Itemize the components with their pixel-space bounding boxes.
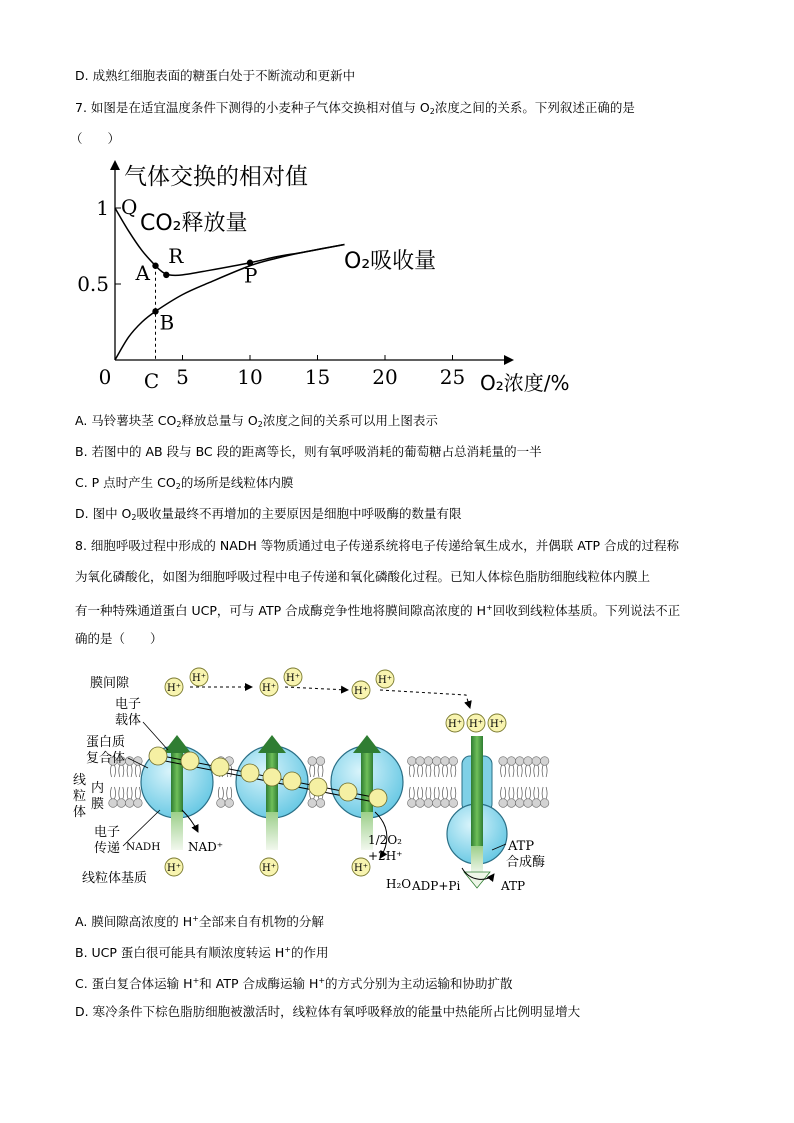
electron-carrier xyxy=(339,783,357,801)
q7-option-c xyxy=(75,475,293,495)
q7-stem-sub: 2 xyxy=(429,107,435,116)
q7-stem-text-b: 浓度之间的关系。下列叙述正确的是 xyxy=(434,100,635,115)
label-e-transfer-2: 传递 xyxy=(94,841,121,856)
q8-option-b xyxy=(75,942,329,961)
hydrogen-ion-label: H⁺ xyxy=(354,686,368,697)
data-point xyxy=(152,263,158,269)
annotation-c: C xyxy=(143,369,160,393)
chart-title: 气体交换的相对值 xyxy=(124,164,308,190)
q8-option-d: D. 寒冷条件下棕色脂肪细胞被激活时，线粒体有氧呼吸释放的能量中热能所占比例明显增大 xyxy=(75,1004,581,1019)
label-mito-1: 线 xyxy=(73,773,87,788)
series-label-o2: O₂吸收量 xyxy=(344,249,437,274)
q7-stem-text-a: 7. 如图是在适宜温度条件下测得的小麦种子气体交换相对值与 O xyxy=(75,100,430,115)
q8-stem-line-1: 8. 细胞呼吸过程中形成的 NADH 等物质通过电子传递系统将电子传递给氧生成水，并偶联 ATP 合成的过程称 xyxy=(75,538,679,553)
label-e-transfer-1: 电子 xyxy=(94,825,121,840)
electron-carrier xyxy=(181,752,199,770)
electron-carrier xyxy=(241,764,259,782)
q7-option-d xyxy=(75,506,462,526)
label-nadh: NADH xyxy=(126,841,161,853)
q7-option-b: B. 若图中的 AB 段与 BC 段的距离等长，则有氧呼吸消耗的葡萄糖占总消耗量的一半 xyxy=(75,444,542,459)
electron-carrier xyxy=(283,772,301,790)
hydrogen-ion-label: H⁺ xyxy=(448,719,462,730)
q8-l3-b: 回收到线粒体基质。下列说法不正 xyxy=(492,603,681,618)
q8-option-c xyxy=(75,973,513,992)
q7-chart xyxy=(0,150,794,410)
y-tick-label: 1 xyxy=(96,196,109,220)
q7-opt-c-sub: 2 xyxy=(175,482,181,491)
annotation-p: P xyxy=(244,263,258,288)
q8-opt-c-b: 和 ATP 合成酶运输 H xyxy=(199,976,319,991)
q7-answer-paren: （ ） xyxy=(70,131,121,146)
label-mito-3: 体 xyxy=(73,805,87,820)
q8-opt-c-sup2: + xyxy=(318,976,326,985)
q8-opt-c-sup: + xyxy=(192,976,200,985)
q7-opt-d-b: 吸收量最终不再增加的主要原因是细胞中呼吸酶的数量有限 xyxy=(136,506,462,521)
q7-opt-a-a: A. 马铃薯块茎 CO xyxy=(75,413,177,428)
annotation-r: R xyxy=(168,243,184,268)
label-membrane-2: 膜 xyxy=(91,797,105,812)
q7-opt-c-b: 的场所是线粒体内膜 xyxy=(180,475,294,490)
label-adp: ADP+Pi xyxy=(412,879,461,893)
x-tick-label: 5 xyxy=(176,365,189,389)
q8-opt-c-a: C. 蛋白复合体运输 H xyxy=(75,976,193,991)
q8-figure xyxy=(0,660,794,900)
electron-carrier xyxy=(263,768,281,786)
x-tick-label: 0 xyxy=(98,365,112,389)
q8-opt-b-a: B. UCP 蛋白很可能具有顺浓度转运 H xyxy=(75,945,285,960)
q8-stem-line-4: 确的是（ ） xyxy=(75,631,163,646)
label-mito-2: 粒 xyxy=(73,789,87,804)
q7-opt-a-sub2: 2 xyxy=(257,420,263,429)
q6-option-d: D. 成熟红细胞表面的糖蛋白处于不断流动和更新中 xyxy=(75,68,356,83)
series-label-co2: CO₂释放量 xyxy=(140,211,248,236)
hydrogen-ion-label: H⁺ xyxy=(262,863,276,874)
q8-opt-a-a: A. 膜间隙高浓度的 H xyxy=(75,914,193,929)
q8-opt-c-c: 的方式分别为主动运输和协助扩散 xyxy=(325,976,513,991)
hydrogen-ion-label: H⁺ xyxy=(167,863,181,874)
q8-opt-b-sup: + xyxy=(284,945,291,954)
label-complex-2: 复合体 xyxy=(86,751,126,766)
label-atp: ATP xyxy=(501,879,526,893)
y-tick-label: 0.5 xyxy=(77,272,109,296)
annotation-a: A xyxy=(135,260,150,285)
label-membrane-1: 内 xyxy=(91,781,105,796)
label-e-carrier-1: 电子 xyxy=(115,697,142,712)
label-h2o: H₂O xyxy=(386,877,412,891)
label-synthase-1: ATP xyxy=(508,839,535,854)
label-o2: 1/2O₂ xyxy=(368,833,402,847)
proton-flow-dashed xyxy=(190,687,470,708)
data-point xyxy=(152,308,158,314)
x-tick-label: 15 xyxy=(304,365,331,389)
label-e-carrier-2: 载体 xyxy=(115,713,142,728)
hydrogen-ion-label: H⁺ xyxy=(378,675,392,686)
label-2h: +2H⁺ xyxy=(368,849,403,863)
q7-opt-d-sub: 2 xyxy=(131,513,137,522)
hydrogen-ion-label: H⁺ xyxy=(167,683,181,694)
q8-opt-a-b: 全部来自有机物的分解 xyxy=(198,914,324,929)
q8-option-a xyxy=(75,911,324,930)
q7-stem xyxy=(75,100,635,120)
annotation-b: B xyxy=(159,310,175,335)
label-synthase-2: 合成酶 xyxy=(506,855,546,870)
label-inter-space: 膜间隙 xyxy=(90,676,130,691)
hydrogen-ion-label: H⁺ xyxy=(469,719,483,730)
annotation-q: Q xyxy=(121,195,138,219)
data-point xyxy=(163,272,169,278)
hydrogen-ion-label: H⁺ xyxy=(490,719,504,730)
q7-opt-c-a: C. P 点时产生 CO xyxy=(75,475,176,490)
q7-opt-a-c: 浓度之间的关系可以用上图表示 xyxy=(262,413,438,428)
q8-stem-line-2: 为氧化磷酸化，如图为细胞呼吸过程中电子传递和氧化磷酸化过程。已知人体棕色脂肪细胞线粒体内膜上 xyxy=(75,569,651,584)
q7-opt-a-b: 释放总量与 O xyxy=(181,413,258,428)
hydrogen-ion-label: H⁺ xyxy=(192,673,206,684)
hydrogen-ion-label: H⁺ xyxy=(262,683,276,694)
q7-option-a xyxy=(75,413,438,433)
x-tick-label: 10 xyxy=(237,365,263,389)
q8-stem-line-3 xyxy=(75,600,680,619)
hydrogen-ion-label: H⁺ xyxy=(286,673,300,684)
hydrogen-ion-label: H⁺ xyxy=(354,863,368,874)
q8-opt-a-sup: + xyxy=(192,914,199,923)
electron-carrier xyxy=(149,747,167,765)
q8-l3-a: 有一种特殊通道蛋白 UCP，可与 ATP 合成酶竞争性地将膜间隙高浓度的 H xyxy=(75,603,486,618)
electron-carrier xyxy=(211,758,229,776)
q8-opt-b-b: 的作用 xyxy=(291,945,329,960)
label-nad: NAD⁺ xyxy=(188,840,224,854)
q7-opt-d-a: D. 图中 O xyxy=(75,506,132,521)
electron-carrier xyxy=(309,778,327,796)
electron-carrier xyxy=(369,789,387,807)
x-axis-label: O₂浓度/% xyxy=(480,371,570,395)
q8-l3-sup: + xyxy=(485,603,493,612)
x-tick-label: 20 xyxy=(372,365,398,389)
q7-opt-a-sub: 2 xyxy=(176,420,182,429)
label-matrix: 线粒体基质 xyxy=(82,871,148,886)
label-complex-1: 蛋白质 xyxy=(86,735,126,750)
x-tick-label: 25 xyxy=(439,365,466,389)
